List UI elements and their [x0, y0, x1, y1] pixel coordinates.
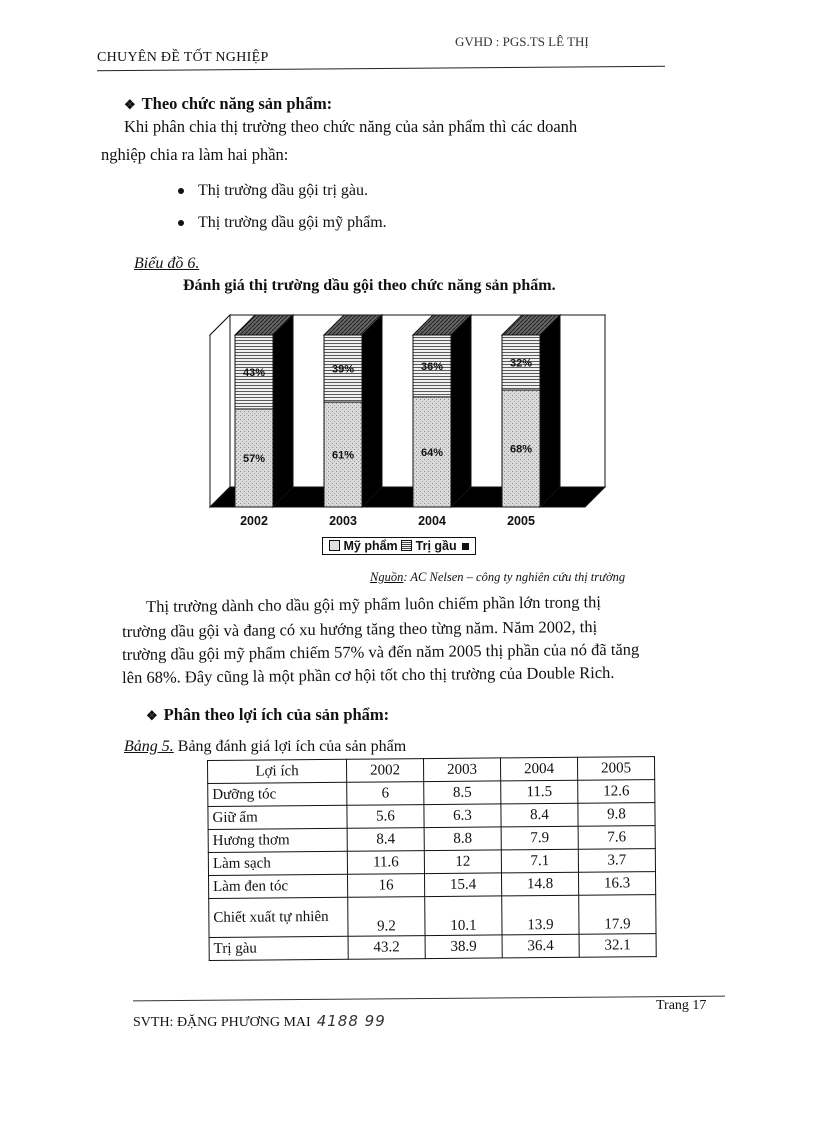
bar-side-face [451, 315, 471, 507]
benefit-table-wrap [207, 756, 657, 961]
x-tick-label: 2003 [329, 514, 357, 528]
figure-label: Biểu đồ 6. [134, 255, 200, 272]
table-cell: 7.1 [501, 849, 578, 873]
table-cell: 13.9 [502, 895, 579, 935]
bar-data-label: 64% [420, 446, 444, 459]
table-cell: 8.8 [424, 827, 501, 851]
table-cell: 15.4 [424, 873, 501, 897]
paragraph-line-1: Thị trường dành cho dầu gội mỹ phẩm luôn chiếm phần lớn trong thị [146, 592, 602, 616]
handwritten-note: 4188 99 [316, 1012, 386, 1030]
table-cell: 16.3 [578, 872, 655, 896]
table-cell: Trị gàu [209, 936, 348, 960]
table-header-cell: 2004 [500, 757, 577, 781]
figure-source [370, 570, 625, 585]
x-tick-label: 2005 [507, 514, 535, 528]
table-cell: 16 [348, 874, 425, 898]
table-caption-text: Bảng đánh giá lợi ích của sản phẩm [173, 738, 407, 755]
legend-entry-dandruff: Trị gầu [415, 539, 457, 553]
table-cell: 8.4 [501, 803, 578, 827]
table-label: Bảng 5. [124, 738, 174, 755]
chart-legend [322, 537, 476, 555]
bar-data-label: 32% [509, 357, 533, 370]
table-cell: 10.1 [425, 896, 502, 936]
diamond-bullet-icon: ❖ [124, 97, 136, 112]
paragraph-line-4: lên 68%. Đây cũng là một phần cơ hội tốt cho thị trường của Double Rich. [122, 662, 615, 687]
footer-divider [133, 996, 725, 1002]
table-header-cell: Lợi ích [208, 759, 347, 783]
table-cell: Dưỡng tóc [208, 782, 347, 806]
x-tick-label: 2004 [418, 514, 446, 528]
table-cell: 7.6 [578, 826, 655, 850]
table-cell: 12.6 [578, 780, 655, 804]
table-cell: 7.9 [501, 826, 578, 850]
table-cell: 9.2 [348, 897, 425, 937]
bar-data-label: 57% [242, 452, 266, 465]
paragraph-line-3: trường dầu gội mỹ phẩm chiếm 57% và đến năm 2005 thị phần của nó đã tăng [122, 639, 640, 664]
bullet-item [178, 182, 368, 200]
legend-swatch-black-icon [462, 543, 469, 550]
header-divider [97, 66, 665, 71]
bullet-text: Thị trường dầu gội mỹ phẩm. [198, 214, 387, 231]
table-cell: 36.4 [502, 934, 579, 958]
section-heading-benefit [146, 705, 389, 725]
stacked-bar-chart [200, 295, 620, 535]
bar-data-label: 68% [509, 443, 533, 456]
table-cell: 8.4 [347, 828, 424, 852]
table-cell: Làm sạch [208, 851, 347, 875]
bullet-item [178, 214, 387, 232]
legend-swatch-cosmetic-icon [329, 540, 340, 551]
bar-side-face [362, 315, 382, 507]
intro-line-1: Khi phân chia thị trường theo chức năng của sản phẩm thì các doanh [124, 117, 578, 136]
bullet-text: Thị trường dầu gội trị gàu. [198, 182, 368, 199]
table-cell: Chiết xuất tự nhiên [209, 897, 348, 937]
source-text: : AC Nelsen – công ty nghiên cứu thị trường [403, 570, 626, 584]
table-cell: 14.8 [501, 872, 578, 896]
table-cell: 17.9 [579, 895, 656, 935]
benefit-table [207, 756, 657, 961]
table-cell: 12 [424, 850, 501, 874]
bar-data-label: 36% [420, 360, 444, 373]
chart-title: Đánh giá thị trường dầu gội theo chức năng sản phẩm. [183, 277, 556, 294]
header-left: CHUYÊN ĐỀ TỐT NGHIỆP [97, 50, 269, 65]
footer-author-text: SVTH: ĐẶNG PHƯƠNG MAI [133, 1015, 311, 1030]
table-cell: 11.5 [501, 780, 578, 804]
table-cell: Làm đen tóc [209, 874, 348, 898]
table-row [209, 934, 656, 961]
table-cell: 38.9 [425, 935, 502, 959]
table-cell: Giữ ẩm [208, 805, 347, 829]
table-row [209, 895, 656, 938]
bar-side-face [540, 315, 560, 507]
table-cell: 8.5 [424, 781, 501, 805]
table-cell: 5.6 [347, 805, 424, 829]
table-cell: 6.3 [424, 804, 501, 828]
source-prefix: Nguồn [370, 570, 404, 584]
diamond-bullet-icon: ❖ [146, 708, 158, 723]
table-cell: 43.2 [348, 936, 425, 960]
bullet-dot-icon [178, 188, 184, 194]
table-cell: 11.6 [347, 851, 424, 875]
table-cell: Hương thơm [208, 828, 347, 852]
x-tick-label: 2002 [240, 514, 268, 528]
table-cell: 3.7 [578, 849, 655, 873]
bar-data-label: 43% [242, 366, 266, 379]
table-cell: 32.1 [579, 934, 656, 958]
table-cell: 6 [347, 782, 424, 806]
section-heading-text: Phân theo lợi ích của sản phẩm: [163, 705, 390, 724]
section-heading-text: Theo chức năng sản phẩm: [141, 94, 333, 113]
table-header-cell: 2005 [577, 757, 654, 781]
bullet-dot-icon [178, 220, 184, 226]
bar-data-label: 39% [331, 363, 355, 376]
header-right: GVHD : PGS.TS LÊ THỊ [455, 34, 589, 49]
paragraph-line-2: trường dầu gội và đang có xu hướng tăng theo từng năm. Năm 2002, thị [122, 617, 598, 641]
table-header-cell: 2003 [423, 758, 500, 782]
legend-swatch-dandruff-icon [401, 540, 412, 551]
table-cell: 9.8 [578, 803, 655, 827]
bar-data-label: 61% [331, 449, 355, 462]
section-heading-function [124, 94, 332, 114]
page-number: Trang 17 [656, 998, 707, 1013]
bar-side-face [273, 315, 293, 507]
intro-line-2: nghiệp chia ra làm hai phần: [101, 145, 289, 164]
footer-author [133, 1012, 386, 1031]
x-axis-ticks [240, 514, 535, 528]
table-header-cell: 2002 [346, 759, 423, 783]
legend-entry-cosmetic: Mỹ phẩm [343, 539, 398, 553]
table-caption [124, 738, 406, 756]
